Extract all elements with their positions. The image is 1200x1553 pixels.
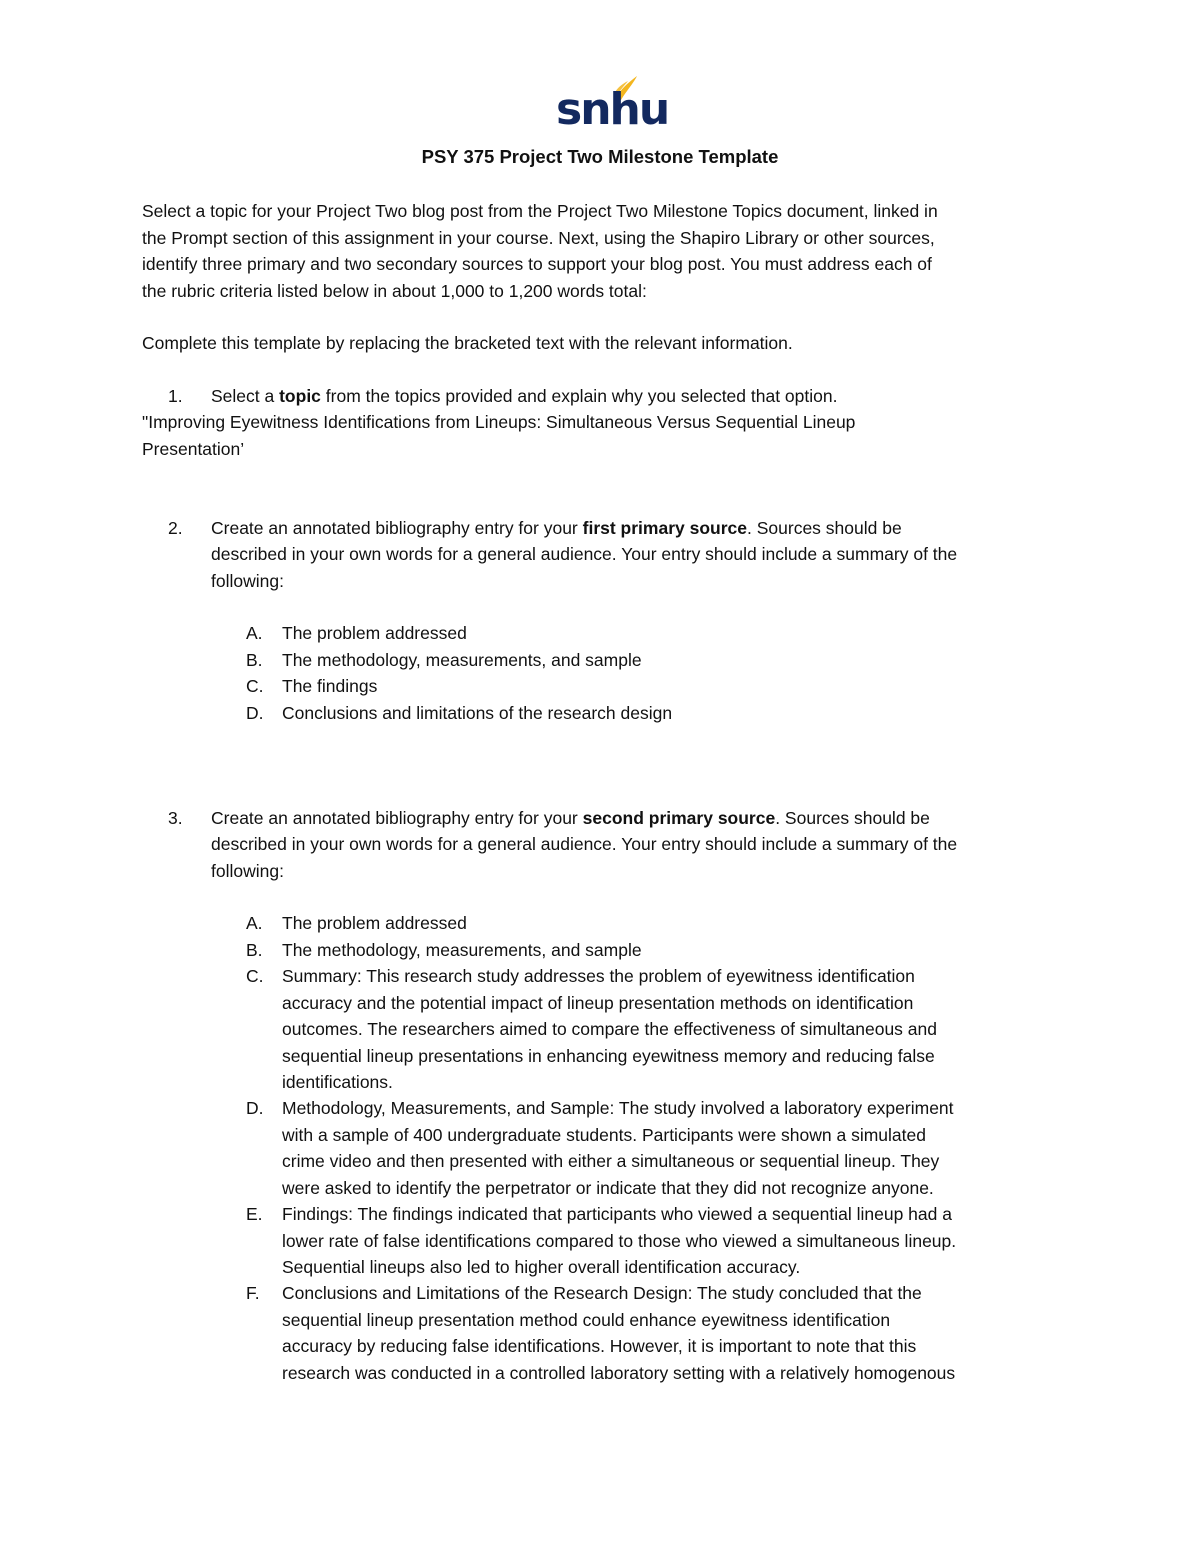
- item3-sub-label: D.: [246, 1098, 264, 1118]
- item2-sub-text: The findings: [282, 676, 378, 696]
- item1-answer-line: "Improving Eyewitness Identifications from Lineups: Simultaneous Versus Sequential Lineup: [142, 412, 856, 432]
- item2-prompt-line: described in your own words for a general audience. Your entry should include a summary of the: [211, 544, 958, 564]
- instruction-text: Complete this template by replacing the bracketed text with the relevant information.: [142, 333, 793, 353]
- item3-prompt-line: following:: [211, 861, 284, 881]
- page-title: PSY 375 Project Two Milestone Template: [421, 146, 779, 167]
- item2-sub-label: D.: [246, 703, 264, 723]
- item2-sub-text: Conclusions and limitations of the research design: [282, 703, 673, 723]
- item3-sub-label: C.: [246, 966, 264, 986]
- item2-sub-text: The methodology, measurements, and sample: [282, 650, 642, 670]
- item2-prompt-line: following:: [211, 571, 284, 591]
- item3-prompt-line: Create an annotated bibliography entry for your second primary source. Sources should be: [211, 808, 930, 828]
- item3-sub-label: B.: [246, 940, 263, 960]
- item3-sub-line: Methodology, Measurements, and Sample: The study involved a laboratory experiment: [282, 1098, 954, 1118]
- item3-sub-label: E.: [246, 1204, 263, 1224]
- item2-sub-label: C.: [246, 676, 264, 696]
- item3-sub-line: accuracy and the potential impact of lineup presentation methods on identification: [282, 993, 914, 1013]
- item3-sub-line: lower rate of false identifications compared to those who viewed a simultaneous lineup.: [282, 1231, 957, 1251]
- intro-line: Select a topic for your Project Two blog post from the Project Two Milestone Topics document, linked in: [142, 201, 938, 221]
- logo-wordmark: snhu: [556, 84, 669, 135]
- item1-answer-line: Presentation’: [142, 439, 245, 459]
- item3-sub-label: A.: [246, 913, 263, 933]
- item3-sub-label: F.: [246, 1283, 260, 1303]
- item3-sub-line: The methodology, measurements, and sample: [282, 940, 642, 960]
- item3-sub-line: The problem addressed: [282, 913, 467, 933]
- item1-number: 1.: [168, 386, 183, 406]
- intro-line: identify three primary and two secondary sources to support your blog post. You must address each of: [142, 254, 932, 274]
- item2-sub-label: A.: [246, 623, 263, 643]
- item2-sub-label: B.: [246, 650, 263, 670]
- item3-sub-line: research was conducted in a controlled laboratory setting with a relatively homogenous: [282, 1363, 956, 1383]
- item3-sub-line: Conclusions and Limitations of the Research Design: The study concluded that the: [282, 1283, 922, 1303]
- item3-sub-line: were asked to identify the perpetrator or indicate that they did not recognize anyone.: [282, 1178, 934, 1198]
- intro-line: the rubric criteria listed below in about 1,000 to 1,200 words total:: [142, 281, 647, 301]
- item3-number: 3.: [168, 808, 183, 828]
- item2-sub-text: The problem addressed: [282, 623, 467, 643]
- item3-sub-line: Summary: This research study addresses the problem of eyewitness identification: [282, 966, 915, 986]
- item2-prompt-line: Create an annotated bibliography entry for your first primary source. Sources should be: [211, 518, 902, 538]
- item3-sub-line: with a sample of 400 undergraduate students. Participants were shown a simulated: [282, 1125, 926, 1145]
- item3-sub-line: outcomes. The researchers aimed to compare the effectiveness of simultaneous and: [282, 1019, 937, 1039]
- item3-sub-line: Findings: The findings indicated that participants who viewed a sequential lineup had a: [282, 1204, 952, 1224]
- item1-prompt: Select a topic from the topics provided and explain why you selected that option.: [211, 386, 838, 406]
- snhu-logo: [553, 74, 669, 135]
- intro-line: the Prompt section of this assignment in your course. Next, using the Shapiro Library or other sources,: [142, 228, 935, 248]
- item3-sub-line: sequential lineup presentations in enhancing eyewitness memory and reducing false: [282, 1046, 935, 1066]
- item2-number: 2.: [168, 518, 183, 538]
- item3-sub-line: sequential lineup presentation method could enhance eyewitness identification: [282, 1310, 891, 1330]
- item3-sub-line: identifications.: [282, 1072, 393, 1092]
- item3-prompt-line: described in your own words for a general audience. Your entry should include a summary of the: [211, 834, 958, 854]
- item3-sub-line: crime video and then presented with either a simultaneous or sequential lineup. They: [282, 1151, 940, 1171]
- item3-sub-line: Sequential lineups also led to higher overall identification accuracy.: [282, 1257, 801, 1277]
- item3-sub-line: accuracy by reducing false identifications. However, it is important to note that this: [282, 1336, 917, 1356]
